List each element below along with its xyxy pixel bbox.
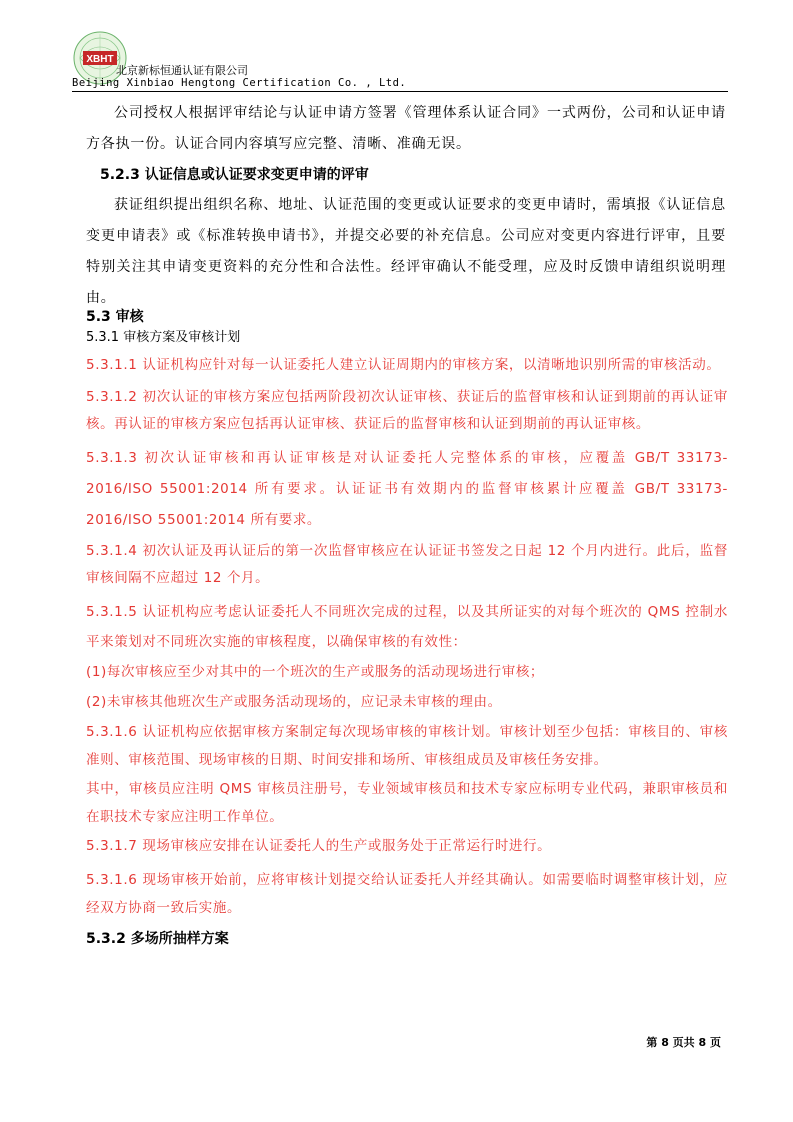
- section-5-3: [86, 306, 728, 954]
- clause-5-3-1-1: 5.3.1.1 认证机构应针对每一认证委托人建立认证周期内的审核方案，以清晰地识别所需的审核活动。: [86, 357, 721, 373]
- clause-5-3-1-6: 5.3.1.6 认证机构应依据审核方案制定每次现场审核的审核计划。审核计划至少包括：审核目的、审核准则、审核范围、现场审核的日期、时间安排和场所、审核组成员及审核任务安排。: [86, 723, 728, 768]
- document-body: [86, 98, 726, 314]
- clause-5-3-1-6-note: 其中，审核员应注明 QMS 审核员注册号，专业领域审核员和技术专家应标明专业代码，兼职审核员和在职技术专家应注明工作单位。: [86, 781, 728, 825]
- subsection-heading-5-3-1: 5.3.1 审核方案及审核计划: [86, 330, 241, 345]
- svg-text:XBHT: XBHT: [86, 54, 114, 65]
- paragraph-change-request: 获证组织提出组织名称、地址、认证范围的变更或认证要求的变更申请时，需填报《认证信息变更申请表》或《标准转换申请书》，并提交必要的补充信息。公司应对变更内容进行评审，且要特别关注其申请变更资料的充分性和合法性。经评审确认不能受理，应及时反馈申请组织说明理由。: [86, 197, 726, 306]
- clause-5-3-1-5: 5.3.1.5 认证机构应考虑认证委托人不同班次完成的过程，以及其所证实的对每个班次的 QMS 控制水平来策划对不同班次实施的审核程度，以确保审核的有效性：: [86, 603, 728, 650]
- clause-5-3-1-5-item-1: (1)每次审核应至少对其中的一个班次的生产或服务的活动现场进行审核；: [86, 663, 545, 680]
- section-heading-5-3: 5.3 审核: [86, 309, 144, 325]
- page-number: 第 8 页共 8 页: [646, 1036, 721, 1049]
- clause-5-3-1-4: 5.3.1.4 初次认证及再认证后的第一次监督审核应在认证证书签发之日起 12 个月内进行。此后，监督审核间隔不应超过 12 个月。: [86, 542, 728, 587]
- clause-5-3-1-2: 5.3.1.2 初次认证的审核方案应包括两阶段初次认证审核、获证后的监督审核和认证到期前的再认证审核。再认证的审核方案应包括再认证审核、获证后的监督审核和认证到期前的再认证审核。: [86, 388, 728, 433]
- clause-5-3-1-3: 5.3.1.3 初次认证审核和再认证审核是对认证委托人完整体系的审核，应覆盖 GB/T 33173-2016/ISO 55001:2014 所有要求。认证证书有效期内的监督审核累计应覆盖 GB/T 33173-2016/ISO 55001:2014 所有要求。: [86, 449, 728, 528]
- section-heading-5-2-3: 5.2.3 认证信息或认证要求变更申请的评审: [100, 167, 369, 183]
- paragraph-contract: 公司授权人根据评审结论与认证申请方签署《管理体系认证合同》一式两份，公司和认证申请方各执一份。认证合同内容填写应完整、清晰、准确无误。: [86, 105, 726, 152]
- clause-5-3-1-5-item-2: (2)未审核其他班次生产或服务活动现场的，应记录未审核的理由。: [86, 693, 502, 710]
- header-divider: [72, 91, 728, 92]
- page-header: [72, 30, 728, 92]
- clause-5-3-1-7: 5.3.1.7 现场审核应安排在认证委托人的生产或服务处于正常运行时进行。: [86, 838, 552, 855]
- company-name-cn: 北京新标恒通认证有限公司: [116, 64, 248, 77]
- subsection-heading-5-3-2: 5.3.2 多场所抽样方案: [86, 931, 229, 948]
- company-name-en: Beijing Xinbiao Hengtong Certification Co. , Ltd.: [72, 77, 407, 89]
- clause-5-3-1-6-second: 5.3.1.6 现场审核开始前，应将审核计划提交给认证委托人并经其确认。如需要临时调整审核计划，应经双方协商一致后实施。: [86, 871, 728, 916]
